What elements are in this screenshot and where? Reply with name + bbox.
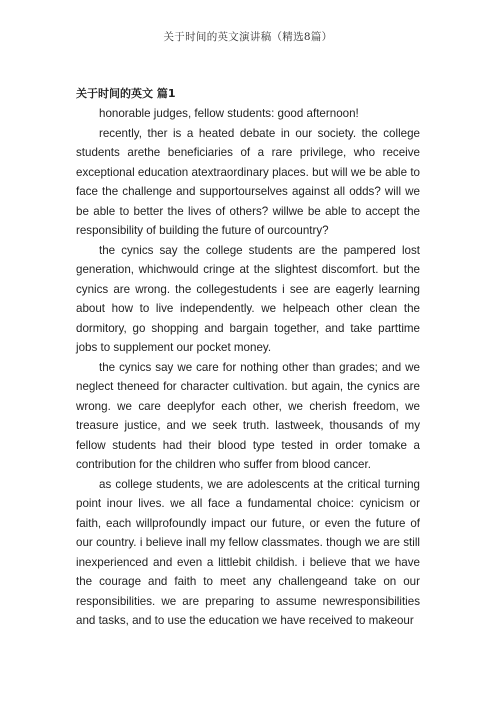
document-body <box>76 84 420 631</box>
paragraph-turning-point: as college students, we are adolescents at the critical turning point inour lives. we all face a fundamental choice: cynicism or faith, each willprofoundly impact our future, or even the future of our country. i believe inall my fellow classmates. though we are still inexperienced and even a littlebit childish. i believe that we have the courage and faith to meet any challengeand take on our responsibilities. we are preparing to assume newresponsibilities and tasks, and to use the education we have received to makeour <box>76 477 420 627</box>
paragraph-debate: recently, ther is a heated debate in our society. the college students arethe beneficiaries of a rare privilege, who receive exceptional education atextraordinary places. but will we be able to face the challenge and supportourselves against all odds? will we be able to better the lives of others? willwe be able to accept the responsibility of building the future of ourcountry? <box>76 126 420 237</box>
paragraph-cynics-grades: the cynics say we care for nothing other than grades; and we neglect theneed for character cultivation. but again, the cynics are wrong. we care deeplyfor each other, we cherish freedom, we treasure justice, and we seek truth. lastweek, thousands of my fellow students had their blood type tested in order tomake a contribution for the children who suffer from blood cancer. <box>76 360 420 471</box>
paragraph-cynics-lost-generation: the cynics say the college students are the pampered lost generation, whichwould cringe at the slightest discomfort. but the cynics are wrong. the collegestudents i see are eagerly learning about how to live independently. we helpeach other clean the dormitory, go shopping and bargain together, and take parttime jobs to supplement our pocket money. <box>76 243 420 354</box>
section-title: 关于时间的英文 篇1 <box>76 87 176 100</box>
document-header: 关于时间的英文演讲稿（精选8篇） <box>163 31 333 43</box>
paragraph-greeting: honorable judges, fellow students: good afternoon! <box>99 107 359 120</box>
